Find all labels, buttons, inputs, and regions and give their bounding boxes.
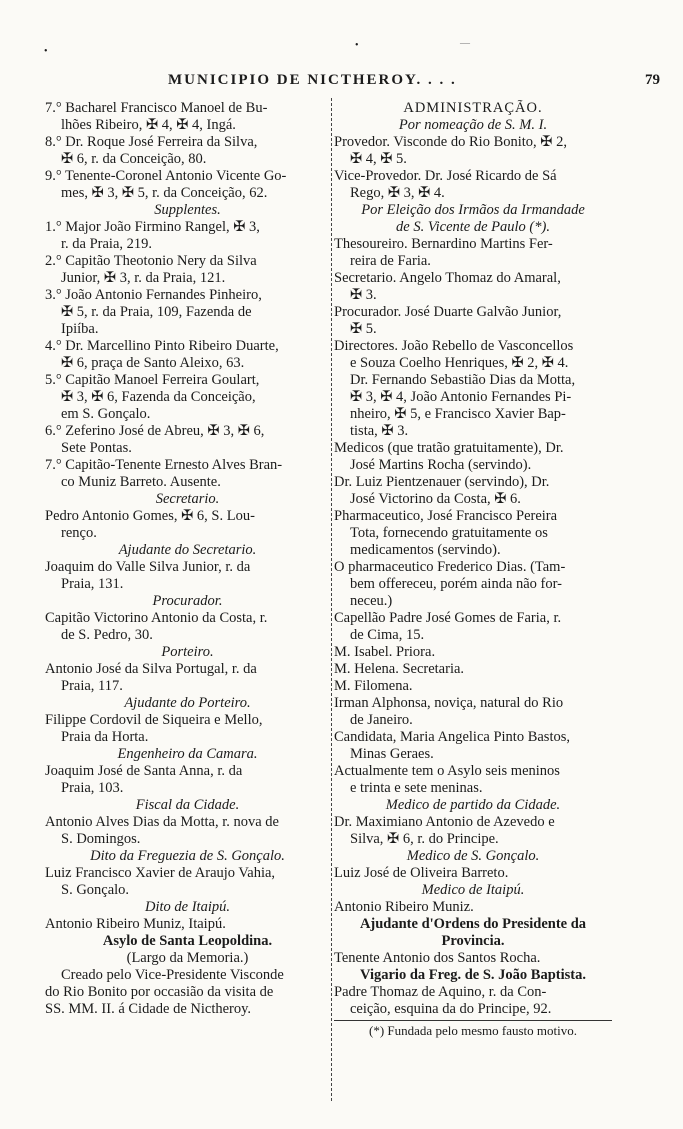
left-text-line: Filippe Cordovil de Siqueira e Mello, <box>45 712 263 728</box>
left-text-line: ✠ 5, r. da Praia, 109, Fazenda de <box>61 304 252 320</box>
right-column <box>334 100 612 1039</box>
right-text-line: Padre Thomaz de Aquino, r. da Con- <box>334 984 547 1000</box>
right-text-line: Medicos (que tratão gratuitamente), Dr. <box>334 440 564 456</box>
ink-dot-top: • <box>355 40 359 51</box>
left-text-line: 6.° Zeferino José de Abreu, ✠ 3, ✠ 6, <box>45 423 265 439</box>
right-text-line: Medico de Itaipú. <box>421 882 525 898</box>
left-text-line: renço. <box>61 525 97 541</box>
right-text-line: medicamentos (servindo). <box>350 542 501 558</box>
right-text-line: reira de Faria. <box>350 253 431 269</box>
left-text-line: Porteiro. <box>161 644 214 660</box>
left-text-line: 1.° Major João Firmino Rangel, ✠ 3, <box>45 219 260 235</box>
left-text-line: lhões Ribeiro, ✠ 4, ✠ 4, Ingá. <box>61 117 236 133</box>
right-text-line: Dr. Maximiano Antonio de Azevedo e <box>334 814 555 830</box>
left-text-line: 9.° Tenente-Coronel Antonio Vicente Go- <box>45 168 287 184</box>
left-text-line: Ajudante do Porteiro. <box>124 695 251 711</box>
right-text-line: ✠ 4, ✠ 5. <box>350 151 407 167</box>
right-text-line: Rego, ✠ 3, ✠ 4. <box>350 185 445 201</box>
right-text-line: neceu.) <box>350 593 393 609</box>
left-column <box>45 100 330 1018</box>
left-text-line: Sete Pontas. <box>61 440 132 456</box>
right-text-line: ✠ 3, ✠ 4, João Antonio Fernandes Pi- <box>350 389 572 405</box>
left-text-line: ✠ 3, ✠ 6, Fazenda da Conceição, <box>61 389 256 405</box>
left-text-line: Pedro Antonio Gomes, ✠ 6, S. Lou- <box>45 508 255 524</box>
left-text-line: de S. Pedro, 30. <box>61 627 153 643</box>
left-text-line: Praia, 117. <box>61 678 123 694</box>
right-text-line: Tenente Antonio dos Santos Rocha. <box>334 950 541 966</box>
left-text-line: em S. Gonçalo. <box>61 406 151 422</box>
left-text-line: r. da Praia, 219. <box>61 236 153 252</box>
left-text-line: Praia da Horta. <box>61 729 149 745</box>
right-text-line: M. Filomena. <box>334 678 413 694</box>
ink-dash-right: — <box>460 38 470 49</box>
left-text-line: Joaquim do Valle Silva Junior, r. da <box>45 559 251 575</box>
left-text-line: Procurador. <box>152 593 223 609</box>
right-text-line: Candidata, Maria Angelica Pinto Bastos, <box>334 729 570 745</box>
right-text-line: e Souza Coelho Henriques, ✠ 2, ✠ 4. <box>350 355 569 371</box>
right-text-line: Por nomeação de S. M. I. <box>398 117 548 133</box>
right-text-line: Capellão Padre José Gomes de Faria, r. <box>334 610 562 626</box>
right-text-line: Minas Geraes. <box>350 746 434 762</box>
right-text-line: O pharmaceutico Frederico Dias. (Tam- <box>334 559 566 575</box>
left-text-line: S. Gonçalo. <box>61 882 130 898</box>
right-text-line: tista, ✠ 3. <box>350 423 409 439</box>
left-text-line: ✠ 6, r. da Conceição, 80. <box>61 151 207 167</box>
left-text-line: (Largo da Memoria.) <box>126 950 249 966</box>
right-text-line: de Janeiro. <box>350 712 413 728</box>
right-text-line: Secretario. Angelo Thomaz do Amaral, <box>334 270 561 286</box>
left-text-line: S. Domingos. <box>61 831 141 847</box>
left-text-line: Antonio José da Silva Portugal, r. da <box>45 661 257 677</box>
left-text-line: Dito da Freguezia de S. Gonçalo. <box>90 848 285 864</box>
left-text-line: Asylo de Santa Leopoldina. <box>102 933 273 949</box>
left-text-line: Praia, 131. <box>61 576 124 592</box>
page-number: 79 <box>645 72 660 88</box>
right-text-line: ✠ 3. <box>350 287 377 303</box>
right-text-line: Procurador. José Duarte Galvão Junior, <box>334 304 562 320</box>
running-header <box>40 72 660 94</box>
left-text-line: Dito de Itaipú. <box>145 899 230 915</box>
left-text-line: Secretario. <box>155 491 220 507</box>
left-text-line: 3.° João Antonio Fernandes Pinheiro, <box>45 287 262 303</box>
header-title: MUNICIPIO DE NICTHEROY. . . . <box>168 72 457 88</box>
right-text-line: ADMINISTRAÇÃO. <box>403 100 543 116</box>
left-text-line: Ajudante do Secretario. <box>118 542 257 558</box>
right-text-line: Tota, fornecendo gratuitamente os <box>350 525 548 541</box>
right-text-line: José Victorino da Costa, ✠ 6. <box>350 491 521 507</box>
right-text-line: nheiro, ✠ 5, e Francisco Xavier Bap- <box>350 406 566 422</box>
left-text-line: Creado pelo Vice-Presidente Visconde <box>61 967 284 983</box>
left-text-line: Praia, 103. <box>61 780 124 796</box>
right-text-line: (*) Fundada pelo mesmo fausto motivo. <box>334 1020 612 1039</box>
left-text-line: co Muniz Barreto. Ausente. <box>61 474 221 490</box>
right-text-line: de S. Vicente de Paulo (*). <box>396 219 550 235</box>
right-text-line: Antonio Ribeiro Muniz. <box>334 899 474 915</box>
right-text-line: Directores. João Rebello de Vasconcellos <box>334 338 574 354</box>
right-text-line: e trinta e sete meninas. <box>350 780 483 796</box>
left-text-line: mes, ✠ 3, ✠ 5, r. da Conceição, 62. <box>61 185 268 201</box>
right-text-line: Irman Alphonsa, noviça, natural do Rio <box>334 695 564 711</box>
right-text-line: Por Eleição dos Irmãos da Irmandade <box>361 202 585 218</box>
right-text-line: Actualmente tem o Asylo seis meninos <box>334 763 560 779</box>
ink-dot-left: • <box>44 46 48 57</box>
right-text-line: Vice-Provedor. Dr. José Ricardo de Sá <box>334 168 557 184</box>
right-text-line: Dr. Luiz Pientzenauer (servindo), Dr. <box>334 474 550 490</box>
right-text-line: ✠ 5. <box>350 321 377 337</box>
right-text-line: Vigario da Freg. de S. João Baptista. <box>360 967 586 983</box>
left-text-line: 8.° Dr. Roque José Ferreira da Silva, <box>45 134 258 150</box>
right-text-line: M. Isabel. Priora. <box>334 644 436 660</box>
left-text-line: Antonio Ribeiro Muniz, Itaipú. <box>45 916 226 932</box>
right-text-line: Provincia. <box>441 933 505 949</box>
left-text-line: 7.° Capitão-Tenente Ernesto Alves Bran- <box>45 457 283 473</box>
left-text-line: 5.° Capitão Manoel Ferreira Goulart, <box>45 372 260 388</box>
left-text-line: 7.° Bacharel Francisco Manoel de Bu- <box>45 100 268 116</box>
left-text-line: Ipiíba. <box>61 321 99 337</box>
right-text-line: Pharmaceutico, José Francisco Pereira <box>334 508 558 524</box>
right-text-line: Luiz José de Oliveira Barreto. <box>334 865 509 881</box>
left-text-line: Antonio Alves Dias da Motta, r. nova de <box>45 814 279 830</box>
right-text-line: Ajudante d'Ordens do Presidente da <box>359 916 587 932</box>
right-text-line: Thesoureiro. Bernardino Martins Fer- <box>334 236 553 252</box>
right-text-line: José Martins Rocha (servindo). <box>350 457 532 473</box>
right-text-line: Medico de S. Gonçalo. <box>406 848 540 864</box>
left-text-line: 4.° Dr. Marcellino Pinto Ribeiro Duarte, <box>45 338 279 354</box>
right-text-line: Provedor. Visconde do Rio Bonito, ✠ 2, <box>334 134 567 150</box>
right-text-line: bem offereceu, porém ainda não for- <box>350 576 563 592</box>
right-text-line: M. Helena. Secretaria. <box>334 661 465 677</box>
left-text-line: SS. MM. II. á Cidade de Nictheroy. <box>45 1001 252 1017</box>
left-text-line: 2.° Capitão Theotonio Nery da Silva <box>45 253 257 269</box>
left-text-line: Fiscal da Cidade. <box>135 797 240 813</box>
right-text-line: de Cima, 15. <box>350 627 425 643</box>
left-text-line: Junior, ✠ 3, r. da Praia, 121. <box>61 270 226 286</box>
left-text-line: ✠ 6, praça de Santo Aleixo, 63. <box>61 355 245 371</box>
left-text-line: do Rio Bonito por occasião da visita de <box>45 984 274 1000</box>
right-text-line: ceição, esquina da do Principe, 92. <box>350 1001 552 1017</box>
left-text-line: Supplentes. <box>154 202 221 218</box>
right-text-line: Dr. Fernando Sebastião Dias da Motta, <box>350 372 576 388</box>
right-text-line: Silva, ✠ 6, r. do Principe. <box>350 831 499 847</box>
left-text-line: Engenheiro da Camara. <box>117 746 258 762</box>
left-text-line: Luiz Francisco Xavier de Araujo Vahia, <box>45 865 276 881</box>
right-text-line: Medico de partido da Cidade. <box>385 797 561 813</box>
left-text-line: Joaquim José de Santa Anna, r. da <box>45 763 243 779</box>
column-divider <box>331 98 332 1101</box>
left-text-line: Capitão Victorino Antonio da Costa, r. <box>45 610 268 626</box>
